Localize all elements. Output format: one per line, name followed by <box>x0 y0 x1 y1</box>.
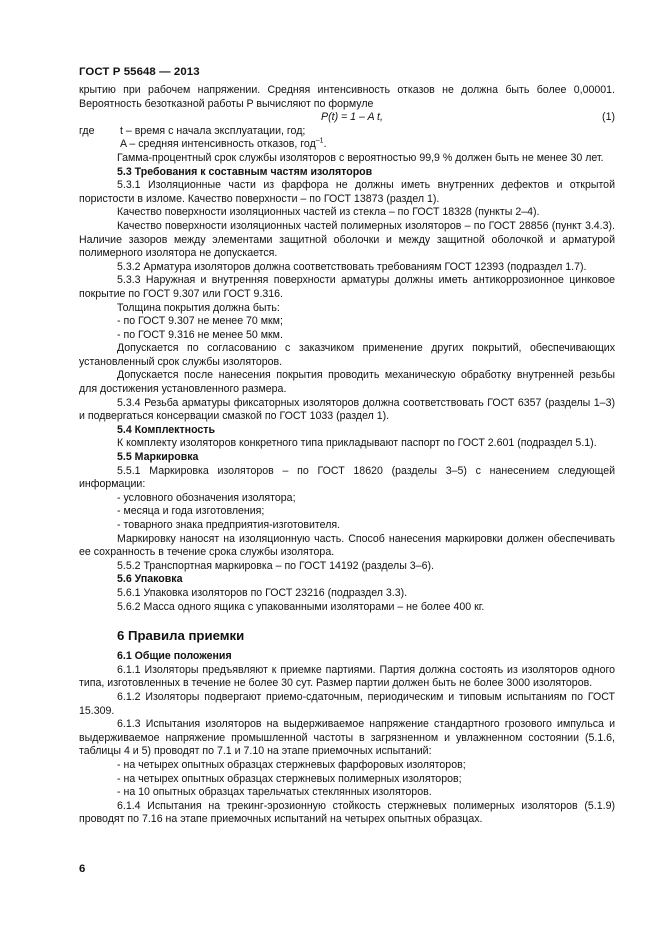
formula-number: (1) <box>602 111 615 124</box>
paragraph: 5.5.1 Маркировка изоляторов – по ГОСТ 18620 (разделы 3–5) с нанесением следующей информации: <box>79 464 615 491</box>
paragraph: 5.5.2 Транспортная маркировка – по ГОСТ 14192 (разделы 3–6). <box>117 559 434 572</box>
paragraph: 5.3.4 Резьба арматуры фиксаторных изоляторов должна соответствовать ГОСТ 6357 (разделы 1–3) и подвергаться консервации смазкой по ГОСТ 1033 (раздел 1). <box>79 396 615 423</box>
section-6-1-title: 6.1 Общие положения <box>117 650 232 663</box>
paragraph: 5.3.1 Изоляционные части из фарфора не должны иметь внутренних дефектов и открытой пористости в изломе. Качество поверхности – по ГОСТ 13873 (раздел 1). <box>79 179 615 205</box>
list-item: - на четырех опытных образцах стержневых полимерных изоляторов; <box>117 772 462 785</box>
paragraph: 5.6.2 Масса одного ящика с упакованными изоляторами – не более 400 кг. <box>117 600 485 613</box>
list-item: - на четырех опытных образцах стержневых фарфоровых изоляторов; <box>117 758 466 771</box>
paragraph: 6.1.4 Испытания на трекинг-эрозионную стойкость стержневых полимерных изоляторов (5.1.9) проводят по 7.16 на этапе приемочных испытаний на четырех опытных образцах. <box>79 799 615 826</box>
paragraph: К комплекту изоляторов конкретного типа прикладывают паспорт по ГОСТ 2.601 (подраздел 5.1). <box>117 437 597 450</box>
paragraph: 5.3.3 Наружная и внутренняя поверхности арматуры должны иметь антикоррозионное цинковое покрытие по ГОСТ 9.307 или ГОСТ 9.316. <box>79 274 615 300</box>
list-item: - по ГОСТ 9.307 не менее 70 мкм; <box>117 315 283 328</box>
page-number: 6 <box>79 863 86 875</box>
where-a-end: . <box>323 138 327 151</box>
formula: P(t) = 1 – A t, <box>321 111 383 124</box>
paragraph: 6.1.2 Изоляторы подвергают приемо-сдаточным, периодическим и типовым испытаниям по ГОСТ 15.309. <box>79 690 615 717</box>
section-5-3-title: 5.3 Требования к составным частям изоляторов <box>117 165 373 178</box>
paragraph: Толщина покрытия должна быть: <box>117 301 280 314</box>
paragraph: 5.6.1 Упаковка изоляторов по ГОСТ 23216 (подраздел 3.3). <box>117 586 408 599</box>
where-word: где <box>79 124 95 137</box>
section-5-4-title: 5.4 Комплектность <box>117 423 215 436</box>
list-item: - товарного знака предприятия-изготовителя. <box>117 519 341 531</box>
paragraph: Допускается по согласованию с заказчиком применение других покрытий, обеспечивающих установленный срок службы изоляторов. <box>79 342 615 368</box>
paragraph: Качество поверхности изоляционных частей из стекла – по ГОСТ 18328 (пункты 2–4). <box>117 206 540 219</box>
where-t-line <box>79 125 615 139</box>
paragraph: Качество поверхности изоляционных частей полимерных изоляторов – по ГОСТ 28856 (пункт 3.4.3). Наличие зазоров между элементами защитной оболочки и между защитной оболочкой и арматурой полимерного изолятора не допускается. <box>79 219 615 260</box>
formula-line <box>79 111 615 125</box>
intro-paragraph: крытию при рабочем напряжении. Средняя интенсивность отказов не должна быть более 0,00001. Вероятность безотказной работы P вычисляют по формуле <box>79 84 615 110</box>
paragraph: Маркировку наносят на изоляционную часть. Способ нанесения маркировки должен обеспечивать ее сохранность в течение срока службы изолятора. <box>79 532 615 559</box>
list-item: - месяца и года изготовления; <box>117 505 265 518</box>
paragraph: Допускается после нанесения покрытия проводить механическую обработку внутренней резьбы для достижения установленного размера. <box>79 369 615 396</box>
where-t: t – время с начала эксплуатации, год; <box>120 124 306 137</box>
where-a-sup: –1 <box>315 137 324 145</box>
where-a-line <box>79 138 615 152</box>
document-body <box>79 84 615 827</box>
list-item: - условного обозначения изолятора; <box>117 491 296 504</box>
gamma-paragraph: Гамма-процентный срок службы изоляторов с вероятностью 99,9 % должен быть не менее 30 лет. <box>117 151 604 164</box>
where-a: A – средняя интенсивность отказов, год <box>120 138 316 151</box>
section-5-5-title: 5.5 Маркировка <box>117 451 199 464</box>
document-header: ГОСТ Р 55648 — 2013 <box>79 66 200 78</box>
paragraph: 5.3.2 Арматура изоляторов должна соответствовать требованиям ГОСТ 12393 (подраздел 1.7). <box>117 260 587 273</box>
section-6-title: 6 Правила приемки <box>117 628 245 644</box>
list-item: - на 10 опытных образцах тарельчатых стеклянных изоляторов. <box>117 786 432 799</box>
paragraph: 6.1.3 Испытания изоляторов на выдерживаемое напряжение стандартного грозового импульса и выдерживаемое напряжение промышленной частоты в загрязненном и увлажненном состоянии (5.1.6, таблицы 4 и 5) проводят по 7.1 и 7.10 на этапе приемочных испытаний: <box>79 718 615 758</box>
list-item: - по ГОСТ 9.316 не менее 50 мкм. <box>117 328 283 341</box>
paragraph: 6.1.1 Изоляторы предъявляют к приемке партиями. Партия должна состоять из изоляторов одного типа, изготовленных в течение не более 30 сут. Размер партии должен быть не более 3000 изоляторов. <box>79 663 615 690</box>
section-5-6-title: 5.6 Упаковка <box>117 573 183 586</box>
